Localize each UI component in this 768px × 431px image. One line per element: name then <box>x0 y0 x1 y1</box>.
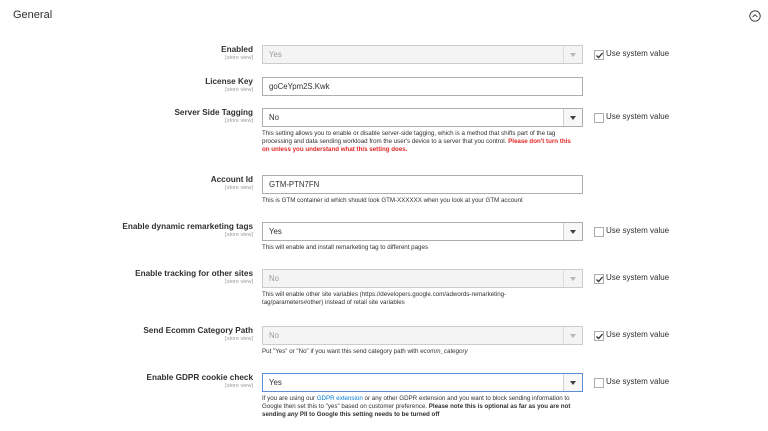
dynamic-remarketing-select[interactable]: Yes <box>262 222 583 241</box>
gdpr-extension-link[interactable]: GDPR extension <box>316 395 363 402</box>
dropdown-arrow-icon <box>563 46 582 63</box>
checkbox[interactable] <box>594 378 604 388</box>
checkbox[interactable] <box>594 227 604 237</box>
field-label: Enabled [store view] <box>221 45 253 61</box>
dropdown-arrow-icon <box>563 270 582 287</box>
section-title: General <box>13 9 53 21</box>
field-note: This will enable other site variables (https://developers.google.com/adwords-remarketing-tag/parameters#other) instead of retail site variables <box>262 291 507 307</box>
checkmark-icon <box>595 275 604 284</box>
checkbox[interactable] <box>594 274 604 284</box>
server-side-tagging-select[interactable]: No <box>262 108 583 127</box>
dropdown-arrow-icon <box>563 374 582 391</box>
field-label: Enable GDPR cookie check [store view] <box>146 373 253 389</box>
section-header[interactable] <box>0 0 768 32</box>
dropdown-arrow-icon <box>563 327 582 344</box>
gdpr-cookie-check-select[interactable]: Yes <box>262 373 583 392</box>
field-label: Send Ecomm Category Path [store view] <box>143 326 253 342</box>
field-label: Enable dynamic remarketing tags [store view] <box>122 222 253 238</box>
checkmark-icon <box>595 332 604 341</box>
enabled-select[interactable]: Yes <box>262 45 583 64</box>
field-note: Put "Yes" or "No" if you want this send category path with ecomm_category <box>262 348 468 355</box>
field-label: License Key [store view] <box>205 77 253 93</box>
dropdown-arrow-icon <box>563 109 582 126</box>
field-note: This is GTM container id which should look GTM-XXXXXX when you look at your GTM account <box>262 197 523 204</box>
field-note: This setting allows you to enable or disable server-side tagging, which is a method that shifts part of the tag processing and data sending workload from the user's device to a server that you control. Please don't turn this on unless you understand what this setting does. <box>262 130 571 154</box>
warning-text: Please don't turn this on unless you understand what this setting does. <box>262 138 571 154</box>
license-key-input[interactable]: goCeYpm2S.Kwk <box>262 77 583 96</box>
field-note: If you are using our GDPR extension or any other GDPR extension and you want to block sending information to Google then set this to "yes" based on customer preference. Please note this is optional as far as you are not sending any PII to Google this setting needs to be turned off <box>262 395 571 419</box>
collapse-icon[interactable] <box>749 10 761 22</box>
account-id-input[interactable]: GTM-PTN7FN <box>262 175 583 194</box>
tracking-other-sites-select[interactable]: No <box>262 269 583 288</box>
field-note: This will enable and install remarketing tag to different pages <box>262 244 429 251</box>
checkbox[interactable] <box>594 113 604 123</box>
field-label: Account Id [store view] <box>210 175 253 191</box>
field-label: Server Side Tagging [store view] <box>174 108 253 124</box>
checkbox[interactable] <box>594 50 604 60</box>
dropdown-arrow-icon <box>563 223 582 240</box>
checkbox[interactable] <box>594 331 604 341</box>
checkmark-icon <box>595 51 604 60</box>
field-label: Enable tracking for other sites [store view] <box>135 269 253 285</box>
ecomm-category-path-select[interactable]: No <box>262 326 583 345</box>
